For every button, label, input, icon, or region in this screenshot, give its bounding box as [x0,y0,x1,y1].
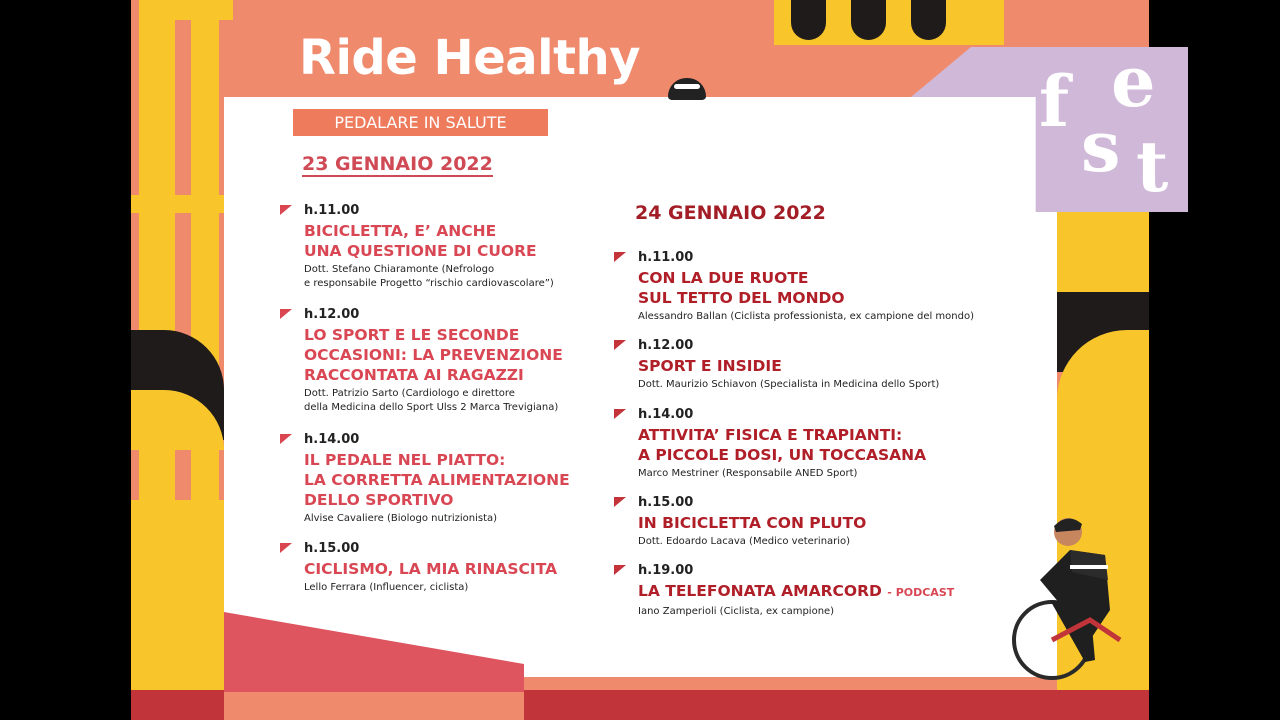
tower-top-1 [173,0,233,20]
event-speaker: Dott. Maurizio Schiavon (Specialista in Medicina dello Sport) [638,379,940,390]
day2-event-2 [614,338,994,392]
event-time: h.11.00 [304,203,360,218]
triangle-marker-icon [280,543,292,553]
day1-date: 23 GENNAIO 2022 [302,153,493,175]
event-speaker: Dott. Edoardo Lacava (Medico veterinario) [638,536,851,547]
event-title: LO SPORT E LE SECONDE OCCASIONI: LA PREVENZIONE RACCONTATA AI RAGAZZI [304,326,563,384]
triangle-marker-icon [614,409,626,419]
triangle-marker-icon [280,309,292,319]
day2-event-3 [614,407,994,481]
day1-event-4 [280,541,600,595]
event-time: h.14.00 [304,432,360,447]
event-title: IN BICICLETTA CON PLUTO [638,514,867,532]
event-speaker: Iano Zamperioli (Ciclista, ex campione) [638,606,835,617]
tower-window-3 [911,0,946,40]
event-time: h.12.00 [638,338,694,353]
event-speaker: Alvise Cavaliere (Biologo nutrizionista) [304,513,498,524]
day2-date: 24 GENNAIO 2022 [635,202,826,224]
day1-event-2 [280,307,600,415]
triangle-marker-icon [614,252,626,262]
day2-event-5 [614,563,994,619]
event-time: h.15.00 [304,541,360,556]
event-time: h.12.00 [304,307,360,322]
event-title: CICLISMO, LA MIA RINASCITA [304,560,558,578]
event-title: SPORT E INSIDIE [638,357,782,375]
day1-event-1 [280,203,600,291]
tower-window-2 [851,0,886,40]
event-title-text: LA TELEFONATA AMARCORD [638,582,882,600]
event-title: CON LA DUE RUOTE SUL TETTO DEL MONDO [638,269,845,307]
event-time: h.14.00 [638,407,694,422]
triangle-marker-icon [280,205,292,215]
event-title: BICICLETTA, E’ ANCHE UNA QUESTIONE DI CUORE [304,222,537,260]
event-time: h.19.00 [638,563,694,578]
event-speaker: Alessandro Ballan (Ciclista professionista, ex campione del mondo) [638,311,974,322]
fest-letter-e: e [1111,40,1156,123]
fest-letter-t: t [1136,125,1169,208]
balcony-right [1057,212,1149,292]
triangle-marker-icon [280,434,292,444]
column-capital [131,195,224,213]
triangle-marker-icon [614,340,626,350]
red-base-left [131,690,224,720]
cyclist-illustration [1010,510,1150,700]
triangle-marker-icon [614,497,626,507]
event-speaker: Dott. Stefano Chiaramonte (Nefrologo e responsabile Progetto “rischio cardiovascolare”) [304,264,554,289]
event-speaker: Dott. Patrizio Sarto (Cardiologo e direttore della Medicina dello Sport Ulss 2 Marca Trevigiana) [304,388,559,413]
fest-letter-s: s [1081,105,1121,188]
column-base [131,500,224,720]
tower-window-1 [791,0,826,40]
day2-event-4 [614,495,994,549]
event-title [638,581,994,603]
event-title: ATTIVITA’ FISICA E TRAPIANTI: A PICCOLE DOSI, UN TOCCASANA [638,426,927,464]
event-speaker: Marco Mestriner (Responsabile ANED Sport) [638,468,858,479]
triangle-marker-icon [614,565,626,575]
podcast-tag: - PODCAST [887,586,955,599]
fest-letter-f: f [1039,60,1070,143]
event-time: h.11.00 [638,250,694,265]
event-speaker: Lello Ferrara (Influencer, ciclista) [304,582,469,593]
day2-event-1 [614,250,994,324]
event-time: h.15.00 [638,495,694,510]
fest-logo [911,40,1188,212]
event-title: IL PEDALE NEL PIATTO: LA CORRETTA ALIMENTAZIONE DELLO SPORTIVO [304,451,570,509]
day1-event-3 [280,432,600,526]
poster-subtitle: PEDALARE IN SALUTE [293,109,548,136]
poster-title: Ride Healthy [299,30,641,86]
